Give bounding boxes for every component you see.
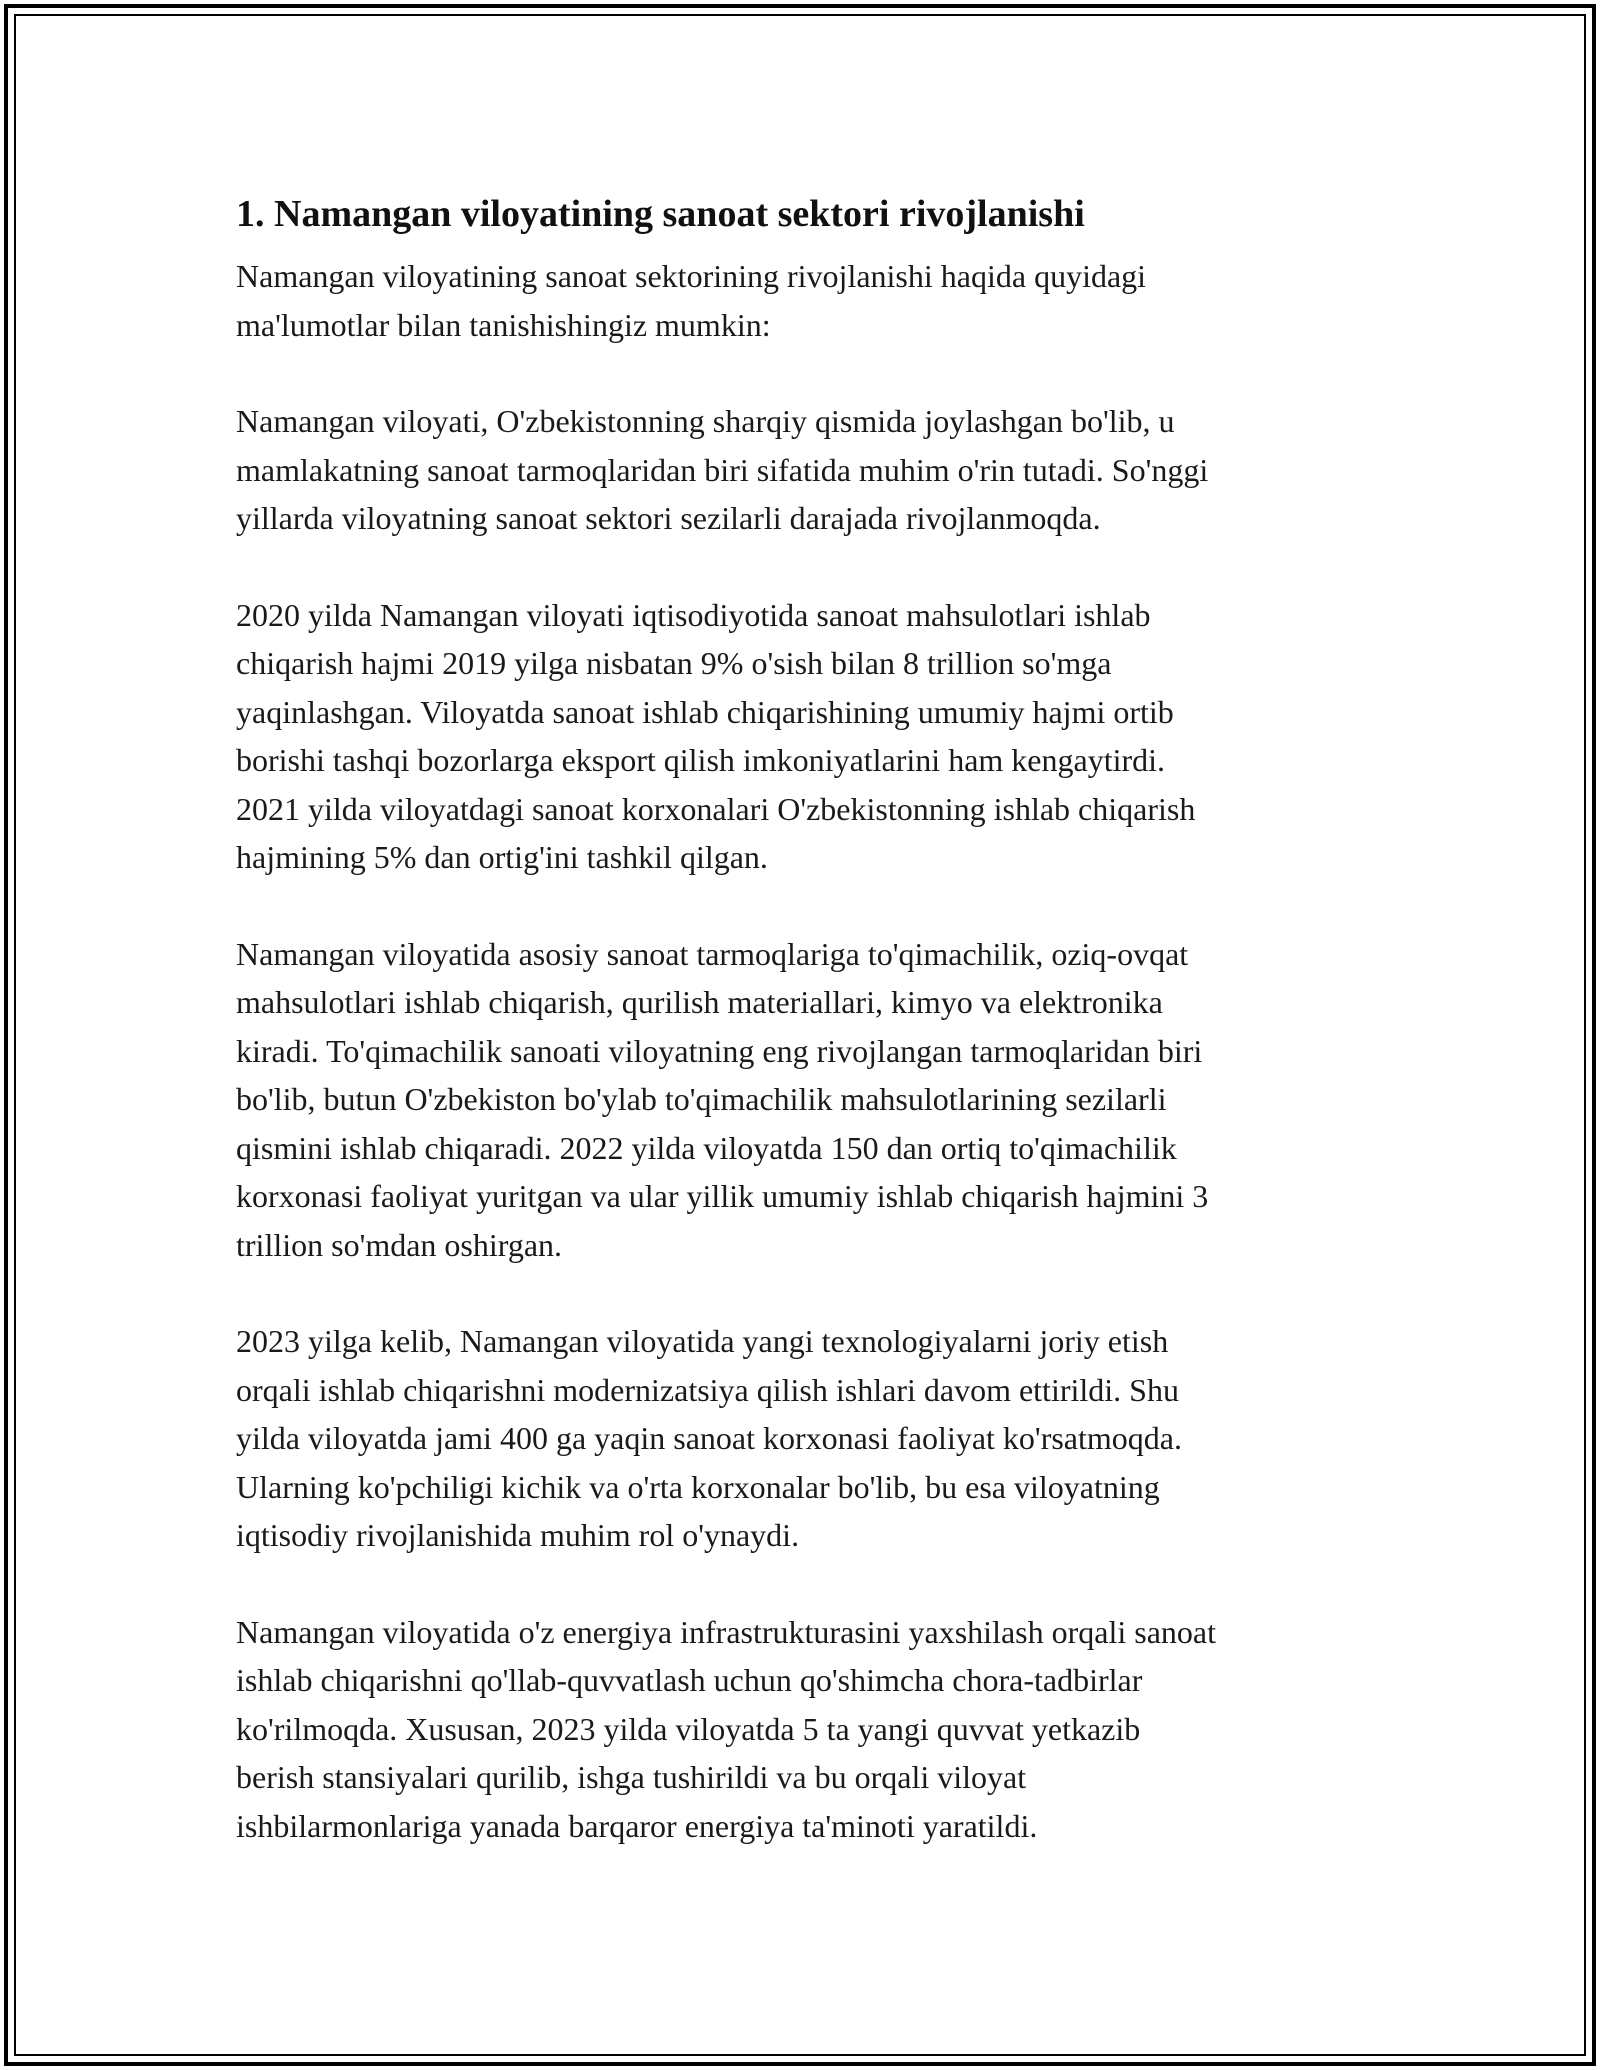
text-line: Ularning ko'pchiligi kichik va o'rta korxonalar bo'lib, bu esa viloyatning bbox=[236, 1468, 1160, 1505]
text-line: mahsulotlari ishlab chiqarish, qurilish materiallari, kimyo va elektronika bbox=[236, 984, 1163, 1020]
paragraph-2020-2021 bbox=[236, 591, 1376, 882]
text-line: 2021 yilda viloyatdagi sanoat korxonalari O'zbekistonning ishlab chiqarish bbox=[236, 790, 1196, 827]
text-line: berish stansiyalari qurilib, ishga tushirildi va bu orqali viloyat bbox=[236, 1759, 1027, 1795]
text-line: Namangan viloyatida o'z energiya infrastrukturasini yaxshilash orqali sanoat bbox=[236, 1613, 1216, 1650]
text-line: mamlakatning sanoat tarmoqlaridan biri sifatida muhim o'rin tutadi. So'nggi bbox=[236, 451, 1209, 488]
text-line: yaqinlashgan. Viloyatda sanoat ishlab chiqarishining umumiy hajmi ortib bbox=[236, 693, 1174, 730]
text-line: Namangan viloyatining sanoat sektorining rivojlanishi haqida quyidagi bbox=[236, 258, 1147, 294]
text-line: ma'lumotlar bilan tanishishingiz mumkin: bbox=[236, 306, 771, 343]
document-body bbox=[236, 188, 1376, 1898]
text-line: borishi tashqi bozorlarga eksport qilish imkoniyatlarini ham kengaytirdi. bbox=[236, 742, 1166, 778]
text-line: yilda viloyatda jami 400 ga yaqin sanoat korxonasi faoliyat ko'rsatmoqda. bbox=[236, 1420, 1182, 1456]
text-line: Namangan viloyati, O'zbekistonning sharqiy qismida joylashgan bo'lib, u bbox=[236, 403, 1175, 439]
text-line: 2023 yilga kelib, Namangan viloyatida yangi texnologiyalarni joriy etish bbox=[236, 1323, 1169, 1359]
text-line: 2020 yilda Namangan viloyati iqtisodiyotida sanoat mahsulotlari ishlab bbox=[236, 596, 1151, 633]
text-line: trillion so'mdan oshirgan. bbox=[236, 1226, 563, 1263]
text-line: yillarda viloyatning sanoat sektori sezilarli darajada rivojlanmoqda. bbox=[236, 500, 1101, 536]
text-line: qismini ishlab chiqaradi. 2022 yilda viloyatda 150 dan ortiq to'qimachilik bbox=[236, 1129, 1177, 1166]
text-line: orqali ishlab chiqarishni modernizatsiya qilish ishlari davom ettirildi. Shu bbox=[236, 1371, 1179, 1408]
text-line: bo'lib, butun O'zbekiston bo'ylab to'qimachilik mahsulotlarining sezilarli bbox=[236, 1081, 1167, 1117]
text-line: Namangan viloyatida asosiy sanoat tarmoqlariga to'qimachilik, oziq-ovqat bbox=[236, 935, 1189, 972]
text-line: chiqarish hajmi 2019 yilga nisbatan 9% o'sish bilan 8 trillion so'mga bbox=[236, 645, 1112, 681]
text-line: iqtisodiy rivojlanishida muhim rol o'ynaydi. bbox=[236, 1517, 800, 1553]
paragraph-intro bbox=[236, 252, 1376, 349]
text-line: ko'rilmoqda. Xususan, 2023 yilda viloyatda 5 ta yangi quvvat yetkazib bbox=[236, 1710, 1141, 1747]
paragraph-2023-modernization bbox=[236, 1317, 1376, 1560]
paragraph-energy bbox=[236, 1608, 1376, 1851]
paragraph-location bbox=[236, 397, 1376, 543]
paragraph-industries bbox=[236, 930, 1376, 1270]
text-line: ishlab chiqarishni qo'llab-quvvatlash uchun qo'shimcha chora-tadbirlar bbox=[236, 1662, 1143, 1698]
text-line: korxonasi faoliyat yuritgan va ular yillik umumiy ishlab chiqarish hajmini 3 bbox=[236, 1178, 1209, 1214]
text-line: kiradi. To'qimachilik sanoati viloyatning eng rivojlangan tarmoqlaridan biri bbox=[236, 1032, 1203, 1069]
section-heading: 1. Namangan viloyatining sanoat sektori rivojlanishi bbox=[236, 193, 1085, 235]
text-line: hajmining 5% dan ortig'ini tashkil qilgan. bbox=[236, 839, 768, 875]
text-line: ishbilarmonlariga yanada barqaror energiya ta'minoti yaratildi. bbox=[236, 1807, 1038, 1844]
